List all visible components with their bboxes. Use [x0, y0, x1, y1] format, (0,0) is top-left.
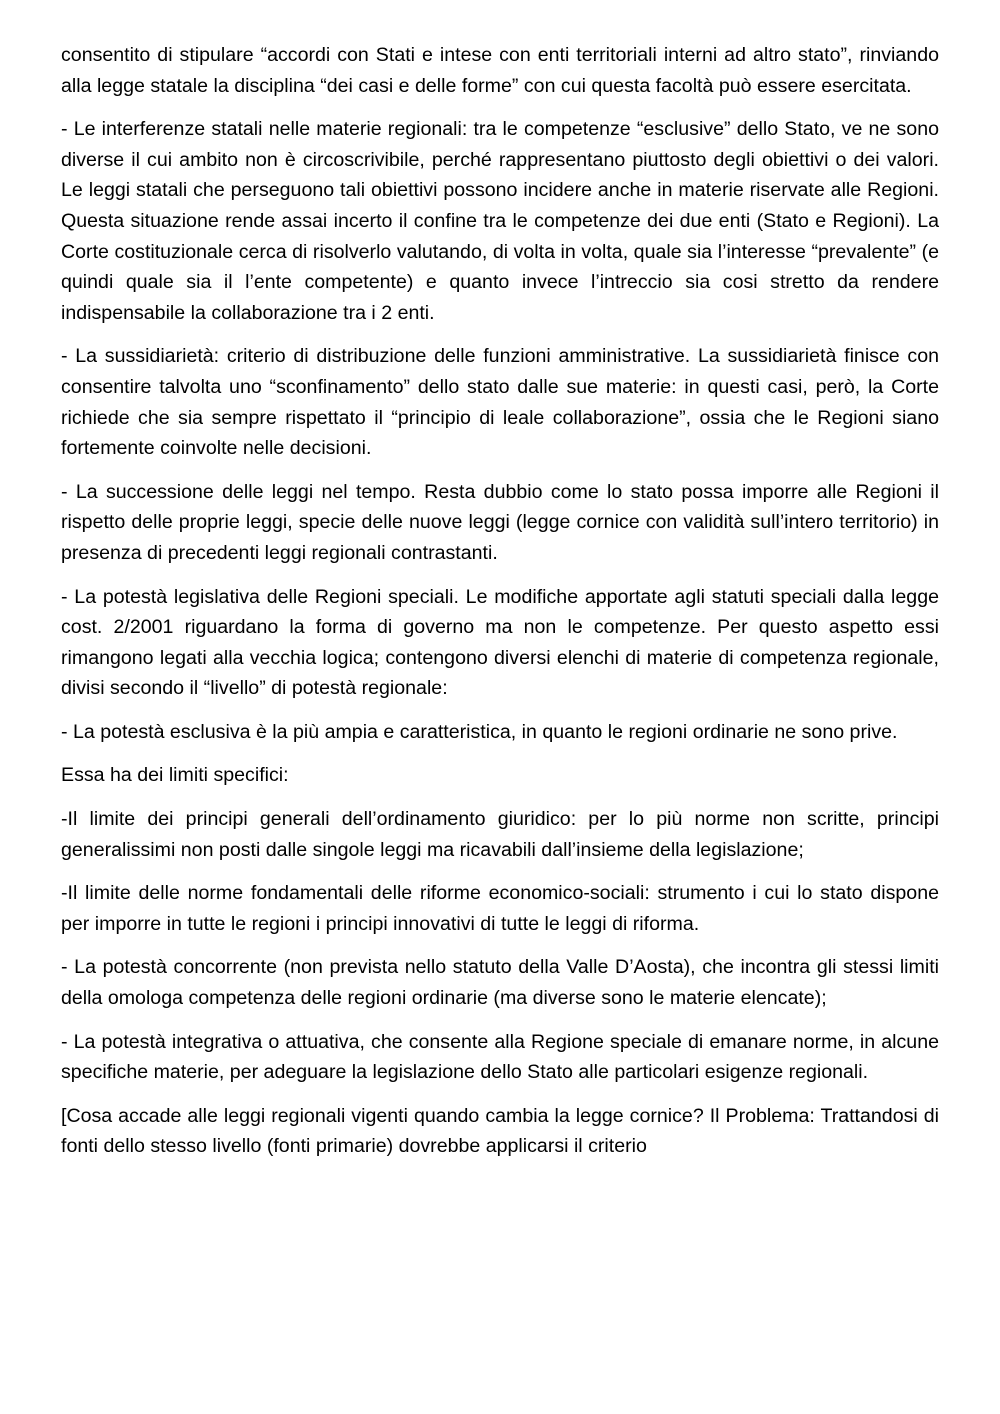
paragraph-potesta-concorrente: - La potestà concorrente (non prevista nello statuto della Valle D’Aosta), che incontra gli stessi limiti della omologa competenza delle regioni ordinarie (ma diverse sono le materie elencate); — [61, 956, 939, 1010]
paragraph-potesta-esclusiva: - La potestà esclusiva è la più ampia e caratteristica, in quanto le regioni ordinarie ne sono prive. — [61, 720, 898, 743]
paragraph-limiti-specifici: Essa ha dei limiti specifici: — [61, 764, 289, 787]
paragraph-potesta-integrativa: - La potestà integrativa o attuativa, che consente alla Regione speciale di emanare norme, in alcune specifiche materie, per adeguare la legislazione dello Stato alle particolari esigenze regionali. — [61, 1030, 939, 1084]
paragraph-interferenze-statali: - Le interferenze statali nelle materie regionali: tra le competenze “esclusive” dello Stato, ve ne sono diverse il cui ambito non è circoscrivibile, perché rappresentano piuttosto degli obiettivi o dei valori. Le leggi statali che perseguono tali obiettivi possono incidere anche in materie riservate alle Regioni. Questa situazione rende assai incerto il confine tra le competenze dei due enti (Stato e Regioni). La Corte costituzionale cerca di risolverlo valutando, di volta in volta, quale sia l’interesse “prevalente” (e quindi quale sia il l’ente competente) e quanto invece l’intreccio sia cosi stretto da rendere indispensabile la collaborazione tra i 2 enti. — [61, 118, 939, 324]
paragraph-limite-norme-fondamentali: -Il limite delle norme fondamentali delle riforme economico-sociali: strumento i cui lo stato dispone per imporre in tutte le regioni i principi innovativi di tutte le leggi di riforma. — [61, 882, 939, 935]
paragraph-accordi-intese: consentito di stipulare “accordi con Stati e intese con enti territoriali interni ad altro stato”, rinviando alla legge statale la disciplina “dei casi e delle forme” con cui questa facoltà può essere esercitata. — [61, 44, 939, 97]
document-page — [61, 40, 939, 1162]
paragraph-limite-principi-generali: -Il limite dei principi generali dell’ordinamento giuridico: per lo più norme non scritte, principi generalissimi non posti dalle singole leggi ma ricavabili dall’insieme della legislazione; — [61, 808, 939, 861]
paragraph-successione-leggi: - La successione delle leggi nel tempo. Resta dubbio come lo stato possa imporre alle Regioni il rispetto delle proprie leggi, specie delle nuove leggi (legge cornice con validità sull’intero territorio) in presenza di precedenti leggi regionali contrastanti. — [61, 480, 939, 564]
paragraph-regioni-speciali: - La potestà legislativa delle Regioni speciali. Le modifiche apportate agli statuti speciali dalla legge cost. 2/2001 riguardano la forma di governo ma non le competenze. Per questo aspetto essi rimangono legati alla vecchia logica; contengono diversi elenchi di materie di competenza regionale, divisi secondo il “livello” di potestà regionale: — [61, 585, 939, 700]
paragraph-legge-cornice: [Cosa accade alle leggi regionali vigenti quando cambia la legge cornice? Il Problema: Trattandosi di fonti dello stesso livello (fonti primarie) dovrebbe applicarsi il criterio — [61, 1104, 939, 1158]
paragraph-sussidiarieta: - La sussidiarietà: criterio di distribuzione delle funzioni amministrative. La sussidiarietà finisce con consentire talvolta uno “sconfinamento” dello stato dalle sue materie: in questi casi, però, la Corte richiede che sia sempre rispettato il “principio di leale collaborazione”, ossia che le Regioni siano fortemente coinvolte nelle decisioni. — [61, 345, 939, 460]
